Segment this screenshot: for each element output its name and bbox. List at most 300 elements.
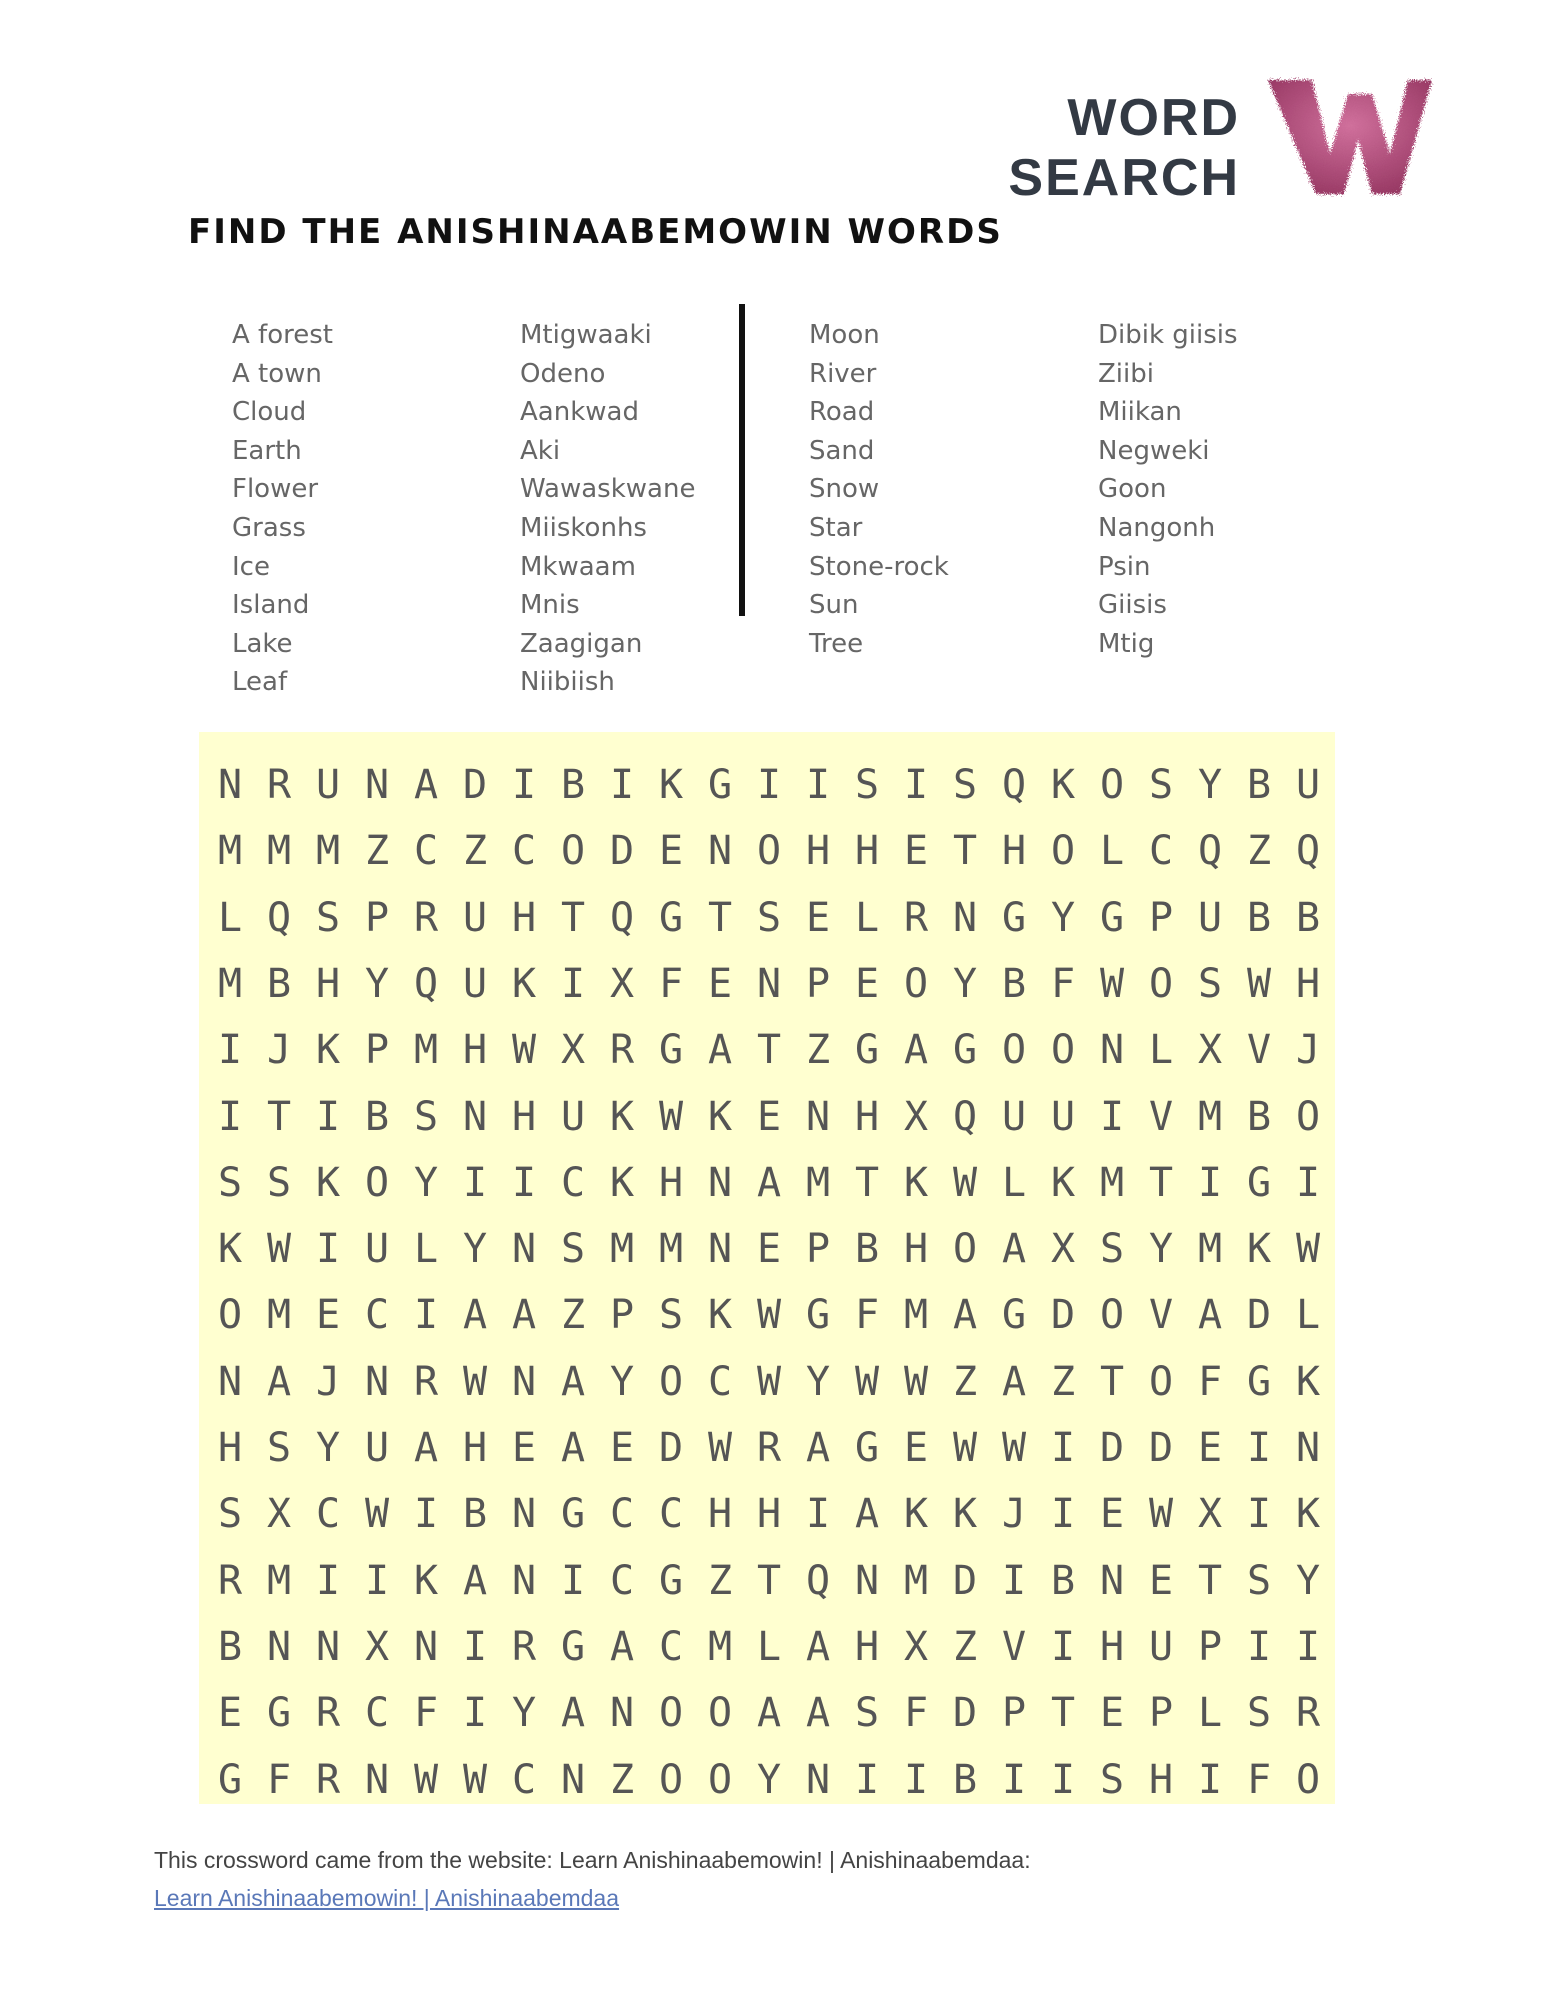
grid-cell[interactable]: S: [217, 1159, 243, 1206]
grid-cell[interactable]: G: [1001, 1292, 1027, 1339]
grid-cell[interactable]: A: [413, 1425, 439, 1471]
grid-cell[interactable]: I: [511, 1159, 537, 1206]
grid-cell[interactable]: Y: [1148, 1226, 1174, 1273]
grid-cell[interactable]: H: [1148, 1756, 1174, 1803]
grid-cell[interactable]: I: [217, 1093, 243, 1140]
grid-cell[interactable]: C: [315, 1491, 341, 1538]
grid-cell[interactable]: Z: [1050, 1358, 1076, 1405]
grid-cell[interactable]: M: [1099, 1159, 1125, 1206]
grid-cell[interactable]: K: [903, 1159, 929, 1206]
grid-cell[interactable]: O: [1001, 1027, 1027, 1074]
grid-cell[interactable]: N: [805, 1756, 831, 1803]
grid-cell[interactable]: C: [707, 1358, 733, 1405]
grid-cell[interactable]: K: [1295, 1358, 1321, 1405]
grid-cell[interactable]: M: [903, 1557, 929, 1604]
grid-cell[interactable]: Q: [1197, 828, 1223, 875]
grid-cell[interactable]: I: [1050, 1425, 1076, 1471]
grid-cell[interactable]: K: [1050, 1159, 1076, 1206]
grid-cell[interactable]: I: [1197, 1756, 1223, 1803]
grid-cell[interactable]: I: [805, 1491, 831, 1538]
grid-cell[interactable]: N: [217, 1358, 243, 1405]
grid-cell[interactable]: O: [658, 1358, 684, 1405]
grid-cell[interactable]: N: [707, 1226, 733, 1273]
grid-cell[interactable]: A: [609, 1623, 635, 1670]
grid-cell[interactable]: N: [511, 1491, 537, 1538]
grid-cell[interactable]: E: [217, 1690, 243, 1737]
grid-cell[interactable]: Z: [952, 1358, 978, 1405]
grid-cell[interactable]: N: [560, 1756, 586, 1803]
grid-cell[interactable]: Z: [707, 1557, 733, 1604]
grid-cell[interactable]: Y: [1295, 1557, 1321, 1604]
grid-cell[interactable]: Y: [952, 960, 978, 1007]
grid-cell[interactable]: O: [217, 1292, 243, 1339]
grid-cell[interactable]: X: [903, 1623, 929, 1670]
grid-cell[interactable]: O: [1148, 960, 1174, 1007]
grid-cell[interactable]: Y: [511, 1690, 537, 1737]
grid-cell[interactable]: C: [609, 1491, 635, 1538]
grid-cell[interactable]: N: [364, 762, 390, 808]
grid-cell[interactable]: A: [1001, 1226, 1027, 1273]
grid-cell[interactable]: M: [609, 1226, 635, 1273]
grid-cell[interactable]: N: [707, 1159, 733, 1206]
grid-cell[interactable]: W: [658, 1093, 684, 1140]
grid-cell[interactable]: E: [805, 894, 831, 941]
grid-cell[interactable]: H: [217, 1425, 243, 1471]
grid-cell[interactable]: N: [315, 1623, 341, 1670]
grid-cell[interactable]: U: [1001, 1093, 1027, 1140]
grid-cell[interactable]: E: [756, 1226, 782, 1273]
grid-cell[interactable]: K: [511, 960, 537, 1007]
grid-cell[interactable]: I: [1001, 1756, 1027, 1803]
grid-cell[interactable]: O: [658, 1756, 684, 1803]
grid-cell[interactable]: I: [560, 960, 586, 1007]
grid-cell[interactable]: K: [413, 1557, 439, 1604]
grid-cell[interactable]: K: [658, 762, 684, 808]
grid-cell[interactable]: A: [952, 1292, 978, 1339]
grid-cell[interactable]: A: [854, 1491, 880, 1538]
grid-cell[interactable]: T: [1099, 1358, 1125, 1405]
grid-cell[interactable]: W: [756, 1292, 782, 1339]
grid-cell[interactable]: S: [854, 762, 880, 808]
grid-cell[interactable]: N: [511, 1358, 537, 1405]
grid-cell[interactable]: E: [756, 1093, 782, 1140]
grid-cell[interactable]: I: [315, 1557, 341, 1604]
grid-cell[interactable]: E: [315, 1292, 341, 1339]
grid-cell[interactable]: Z: [609, 1756, 635, 1803]
grid-cell[interactable]: H: [658, 1159, 684, 1206]
grid-cell[interactable]: I: [1246, 1623, 1272, 1670]
grid-cell[interactable]: I: [854, 1756, 880, 1803]
grid-cell[interactable]: Q: [805, 1557, 831, 1604]
grid-cell[interactable]: O: [1295, 1756, 1321, 1803]
grid-cell[interactable]: M: [707, 1623, 733, 1670]
grid-cell[interactable]: C: [609, 1557, 635, 1604]
grid-cell[interactable]: I: [511, 762, 537, 808]
grid-cell[interactable]: I: [903, 762, 929, 808]
grid-cell[interactable]: O: [952, 1226, 978, 1273]
grid-cell[interactable]: J: [315, 1358, 341, 1405]
grid-cell[interactable]: Y: [756, 1756, 782, 1803]
grid-cell[interactable]: B: [952, 1756, 978, 1803]
grid-cell[interactable]: G: [952, 1027, 978, 1074]
grid-cell[interactable]: Q: [266, 894, 292, 941]
grid-cell[interactable]: Z: [560, 1292, 586, 1339]
grid-cell[interactable]: I: [1246, 1425, 1272, 1471]
grid-cell[interactable]: N: [1099, 1557, 1125, 1604]
grid-cell[interactable]: L: [854, 894, 880, 941]
grid-cell[interactable]: W: [1295, 1226, 1321, 1273]
grid-cell[interactable]: F: [903, 1690, 929, 1737]
grid-cell[interactable]: A: [756, 1159, 782, 1206]
grid-cell[interactable]: B: [854, 1226, 880, 1273]
grid-cell[interactable]: N: [952, 894, 978, 941]
grid-cell[interactable]: C: [1148, 828, 1174, 875]
grid-cell[interactable]: N: [756, 960, 782, 1007]
grid-cell[interactable]: K: [217, 1226, 243, 1273]
grid-cell[interactable]: D: [1148, 1425, 1174, 1471]
grid-cell[interactable]: T: [756, 1557, 782, 1604]
grid-cell[interactable]: S: [1148, 762, 1174, 808]
grid-cell[interactable]: N: [805, 1093, 831, 1140]
grid-cell[interactable]: Y: [1197, 762, 1223, 808]
grid-cell[interactable]: X: [1197, 1491, 1223, 1538]
grid-cell[interactable]: H: [805, 828, 831, 875]
grid-cell[interactable]: W: [511, 1027, 537, 1074]
grid-cell[interactable]: Y: [364, 960, 390, 1007]
grid-cell[interactable]: H: [707, 1491, 733, 1538]
grid-cell[interactable]: H: [854, 1623, 880, 1670]
grid-cell[interactable]: C: [658, 1623, 684, 1670]
grid-cell[interactable]: B: [1001, 960, 1027, 1007]
grid-cell[interactable]: S: [658, 1292, 684, 1339]
grid-cell[interactable]: U: [1295, 762, 1321, 808]
grid-cell[interactable]: I: [364, 1557, 390, 1604]
grid-cell[interactable]: I: [315, 1226, 341, 1273]
grid-cell[interactable]: P: [364, 894, 390, 941]
grid-cell[interactable]: S: [952, 762, 978, 808]
grid-cell[interactable]: K: [315, 1159, 341, 1206]
grid-cell[interactable]: O: [903, 960, 929, 1007]
grid-cell[interactable]: H: [462, 1027, 488, 1074]
grid-cell[interactable]: X: [609, 960, 635, 1007]
grid-cell[interactable]: F: [1050, 960, 1076, 1007]
grid-cell[interactable]: A: [462, 1557, 488, 1604]
grid-cell[interactable]: Q: [1001, 762, 1027, 808]
grid-cell[interactable]: O: [658, 1690, 684, 1737]
grid-cell[interactable]: J: [1295, 1027, 1321, 1074]
grid-cell[interactable]: U: [315, 762, 341, 808]
grid-cell[interactable]: U: [364, 1226, 390, 1273]
grid-cell[interactable]: B: [1295, 894, 1321, 941]
grid-cell[interactable]: O: [1148, 1358, 1174, 1405]
grid-cell[interactable]: K: [903, 1491, 929, 1538]
grid-cell[interactable]: W: [952, 1425, 978, 1471]
grid-cell[interactable]: A: [1001, 1358, 1027, 1405]
grid-cell[interactable]: S: [266, 1159, 292, 1206]
grid-cell[interactable]: H: [903, 1226, 929, 1273]
grid-cell[interactable]: A: [805, 1623, 831, 1670]
grid-cell[interactable]: X: [1197, 1027, 1223, 1074]
grid-cell[interactable]: T: [756, 1027, 782, 1074]
grid-cell[interactable]: N: [854, 1557, 880, 1604]
grid-cell[interactable]: E: [658, 828, 684, 875]
grid-cell[interactable]: Y: [609, 1358, 635, 1405]
grid-cell[interactable]: E: [854, 960, 880, 1007]
grid-cell[interactable]: L: [756, 1623, 782, 1670]
grid-cell[interactable]: Q: [1295, 828, 1321, 875]
grid-cell[interactable]: Z: [364, 828, 390, 875]
grid-cell[interactable]: S: [854, 1690, 880, 1737]
grid-cell[interactable]: N: [217, 762, 243, 808]
grid-cell[interactable]: I: [609, 762, 635, 808]
grid-cell[interactable]: S: [1246, 1690, 1272, 1737]
grid-cell[interactable]: P: [1148, 1690, 1174, 1737]
grid-cell[interactable]: Q: [413, 960, 439, 1007]
grid-cell[interactable]: K: [315, 1027, 341, 1074]
grid-cell[interactable]: I: [1050, 1491, 1076, 1538]
grid-cell[interactable]: E: [903, 828, 929, 875]
grid-cell[interactable]: Q: [609, 894, 635, 941]
grid-cell[interactable]: W: [854, 1358, 880, 1405]
grid-cell[interactable]: S: [413, 1093, 439, 1140]
grid-cell[interactable]: W: [756, 1358, 782, 1405]
grid-cell[interactable]: D: [1246, 1292, 1272, 1339]
grid-cell[interactable]: I: [1050, 1623, 1076, 1670]
grid-cell[interactable]: K: [1295, 1491, 1321, 1538]
grid-cell[interactable]: A: [560, 1690, 586, 1737]
grid-cell[interactable]: I: [462, 1623, 488, 1670]
grid-cell[interactable]: I: [1295, 1623, 1321, 1670]
grid-cell[interactable]: M: [217, 960, 243, 1007]
grid-cell[interactable]: E: [1148, 1557, 1174, 1604]
source-link[interactable]: Learn Anishinaabemowin! | Anishinaabemdaa: [154, 1885, 620, 1911]
grid-cell[interactable]: F: [413, 1690, 439, 1737]
grid-cell[interactable]: D: [462, 762, 488, 808]
grid-cell[interactable]: H: [511, 1093, 537, 1140]
grid-cell[interactable]: C: [511, 1756, 537, 1803]
grid-cell[interactable]: C: [364, 1690, 390, 1737]
grid-cell[interactable]: I: [315, 1093, 341, 1140]
grid-cell[interactable]: I: [462, 1690, 488, 1737]
grid-cell[interactable]: S: [756, 894, 782, 941]
grid-cell[interactable]: P: [1197, 1623, 1223, 1670]
grid-cell[interactable]: B: [1246, 1093, 1272, 1140]
grid-cell[interactable]: F: [854, 1292, 880, 1339]
grid-cell[interactable]: H: [511, 894, 537, 941]
grid-cell[interactable]: N: [609, 1690, 635, 1737]
grid-cell[interactable]: O: [707, 1690, 733, 1737]
grid-cell[interactable]: G: [560, 1623, 586, 1670]
grid-cell[interactable]: A: [1197, 1292, 1223, 1339]
grid-cell[interactable]: O: [560, 828, 586, 875]
grid-cell[interactable]: L: [1295, 1292, 1321, 1339]
grid-cell[interactable]: X: [266, 1491, 292, 1538]
grid-cell[interactable]: C: [364, 1292, 390, 1339]
grid-cell[interactable]: W: [1099, 960, 1125, 1007]
grid-cell[interactable]: I: [903, 1756, 929, 1803]
grid-cell[interactable]: G: [1246, 1358, 1272, 1405]
grid-cell[interactable]: H: [462, 1425, 488, 1471]
grid-cell[interactable]: S: [1099, 1226, 1125, 1273]
grid-cell[interactable]: L: [413, 1226, 439, 1273]
grid-cell[interactable]: G: [854, 1425, 880, 1471]
grid-cell[interactable]: B: [1246, 894, 1272, 941]
grid-cell[interactable]: B: [364, 1093, 390, 1140]
grid-cell[interactable]: Y: [462, 1226, 488, 1273]
grid-cell[interactable]: R: [756, 1425, 782, 1471]
grid-cell[interactable]: Y: [805, 1358, 831, 1405]
grid-cell[interactable]: W: [1148, 1491, 1174, 1538]
grid-cell[interactable]: Q: [952, 1093, 978, 1140]
grid-cell[interactable]: K: [1050, 762, 1076, 808]
grid-cell[interactable]: T: [560, 894, 586, 941]
grid-cell[interactable]: T: [1197, 1557, 1223, 1604]
grid-cell[interactable]: N: [364, 1358, 390, 1405]
grid-cell[interactable]: A: [707, 1027, 733, 1074]
grid-cell[interactable]: W: [462, 1756, 488, 1803]
grid-cell[interactable]: I: [413, 1292, 439, 1339]
grid-cell[interactable]: M: [266, 828, 292, 875]
grid-cell[interactable]: I: [462, 1159, 488, 1206]
grid-cell[interactable]: W: [1001, 1425, 1027, 1471]
grid-cell[interactable]: E: [1197, 1425, 1223, 1471]
grid-cell[interactable]: E: [609, 1425, 635, 1471]
grid-cell[interactable]: U: [462, 894, 488, 941]
grid-cell[interactable]: T: [952, 828, 978, 875]
grid-cell[interactable]: S: [1099, 1756, 1125, 1803]
grid-cell[interactable]: F: [1246, 1756, 1272, 1803]
grid-cell[interactable]: H: [854, 1093, 880, 1140]
grid-cell[interactable]: I: [1099, 1093, 1125, 1140]
grid-cell[interactable]: Y: [1050, 894, 1076, 941]
grid-cell[interactable]: W: [1246, 960, 1272, 1007]
grid-cell[interactable]: K: [1246, 1226, 1272, 1273]
grid-cell[interactable]: Z: [805, 1027, 831, 1074]
grid-cell[interactable]: M: [1197, 1093, 1223, 1140]
grid-cell[interactable]: L: [1148, 1027, 1174, 1074]
grid-cell[interactable]: Z: [952, 1623, 978, 1670]
grid-cell[interactable]: M: [658, 1226, 684, 1273]
grid-cell[interactable]: V: [1148, 1292, 1174, 1339]
grid-cell[interactable]: T: [707, 894, 733, 941]
grid-cell[interactable]: Y: [413, 1159, 439, 1206]
grid-cell[interactable]: A: [462, 1292, 488, 1339]
grid-cell[interactable]: C: [658, 1491, 684, 1538]
grid-cell[interactable]: W: [952, 1159, 978, 1206]
grid-cell[interactable]: S: [217, 1491, 243, 1538]
grid-cell[interactable]: N: [707, 828, 733, 875]
grid-cell[interactable]: P: [805, 960, 831, 1007]
grid-cell[interactable]: L: [1197, 1690, 1223, 1737]
grid-cell[interactable]: K: [609, 1093, 635, 1140]
grid-cell[interactable]: J: [1001, 1491, 1027, 1538]
grid-cell[interactable]: O: [1050, 1027, 1076, 1074]
grid-cell[interactable]: M: [217, 828, 243, 875]
grid-cell[interactable]: R: [266, 762, 292, 808]
grid-cell[interactable]: M: [315, 828, 341, 875]
grid-cell[interactable]: E: [511, 1425, 537, 1471]
grid-cell[interactable]: D: [952, 1557, 978, 1604]
grid-cell[interactable]: S: [266, 1425, 292, 1471]
grid-cell[interactable]: S: [1197, 960, 1223, 1007]
grid-cell[interactable]: G: [658, 894, 684, 941]
grid-cell[interactable]: C: [413, 828, 439, 875]
grid-cell[interactable]: A: [413, 762, 439, 808]
grid-cell[interactable]: O: [707, 1756, 733, 1803]
grid-cell[interactable]: P: [609, 1292, 635, 1339]
grid-cell[interactable]: E: [1099, 1491, 1125, 1538]
grid-cell[interactable]: H: [756, 1491, 782, 1538]
grid-cell[interactable]: D: [1099, 1425, 1125, 1471]
grid-cell[interactable]: U: [462, 960, 488, 1007]
grid-cell[interactable]: H: [315, 960, 341, 1007]
grid-cell[interactable]: B: [1246, 762, 1272, 808]
grid-cell[interactable]: I: [560, 1557, 586, 1604]
grid-cell[interactable]: G: [217, 1756, 243, 1803]
grid-cell[interactable]: I: [1001, 1557, 1027, 1604]
grid-cell[interactable]: S: [315, 894, 341, 941]
grid-cell[interactable]: R: [413, 1358, 439, 1405]
grid-cell[interactable]: G: [805, 1292, 831, 1339]
grid-cell[interactable]: X: [560, 1027, 586, 1074]
grid-cell[interactable]: E: [1099, 1690, 1125, 1737]
grid-cell[interactable]: U: [1148, 1623, 1174, 1670]
grid-cell[interactable]: T: [854, 1159, 880, 1206]
grid-cell[interactable]: W: [364, 1491, 390, 1538]
grid-cell[interactable]: U: [1050, 1093, 1076, 1140]
grid-cell[interactable]: T: [266, 1093, 292, 1140]
grid-cell[interactable]: R: [315, 1690, 341, 1737]
grid-cell[interactable]: X: [903, 1093, 929, 1140]
grid-cell[interactable]: M: [266, 1292, 292, 1339]
grid-cell[interactable]: I: [1050, 1756, 1076, 1803]
grid-cell[interactable]: N: [462, 1093, 488, 1140]
grid-cell[interactable]: W: [266, 1226, 292, 1273]
grid-cell[interactable]: R: [903, 894, 929, 941]
grid-cell[interactable]: V: [1148, 1093, 1174, 1140]
grid-cell[interactable]: P: [1148, 894, 1174, 941]
grid-cell[interactable]: M: [805, 1159, 831, 1206]
grid-cell[interactable]: D: [952, 1690, 978, 1737]
grid-cell[interactable]: K: [609, 1159, 635, 1206]
grid-cell[interactable]: X: [364, 1623, 390, 1670]
grid-cell[interactable]: B: [266, 960, 292, 1007]
grid-cell[interactable]: B: [217, 1623, 243, 1670]
grid-cell[interactable]: A: [805, 1690, 831, 1737]
grid-cell[interactable]: F: [658, 960, 684, 1007]
grid-cell[interactable]: I: [756, 762, 782, 808]
grid-cell[interactable]: J: [266, 1027, 292, 1074]
grid-cell[interactable]: G: [854, 1027, 880, 1074]
grid-cell[interactable]: W: [413, 1756, 439, 1803]
grid-cell[interactable]: A: [805, 1425, 831, 1471]
grid-cell[interactable]: W: [903, 1358, 929, 1405]
grid-cell[interactable]: R: [1295, 1690, 1321, 1737]
grid-cell[interactable]: H: [1099, 1623, 1125, 1670]
grid-cell[interactable]: G: [658, 1027, 684, 1074]
grid-cell[interactable]: S: [560, 1226, 586, 1273]
grid-cell[interactable]: N: [511, 1226, 537, 1273]
grid-cell[interactable]: N: [511, 1557, 537, 1604]
grid-cell[interactable]: I: [805, 762, 831, 808]
grid-cell[interactable]: E: [707, 960, 733, 1007]
grid-cell[interactable]: I: [217, 1027, 243, 1074]
grid-cell[interactable]: W: [707, 1425, 733, 1471]
grid-cell[interactable]: Y: [315, 1425, 341, 1471]
grid-cell[interactable]: V: [1246, 1027, 1272, 1074]
grid-cell[interactable]: O: [1050, 828, 1076, 875]
grid-cell[interactable]: P: [1001, 1690, 1027, 1737]
